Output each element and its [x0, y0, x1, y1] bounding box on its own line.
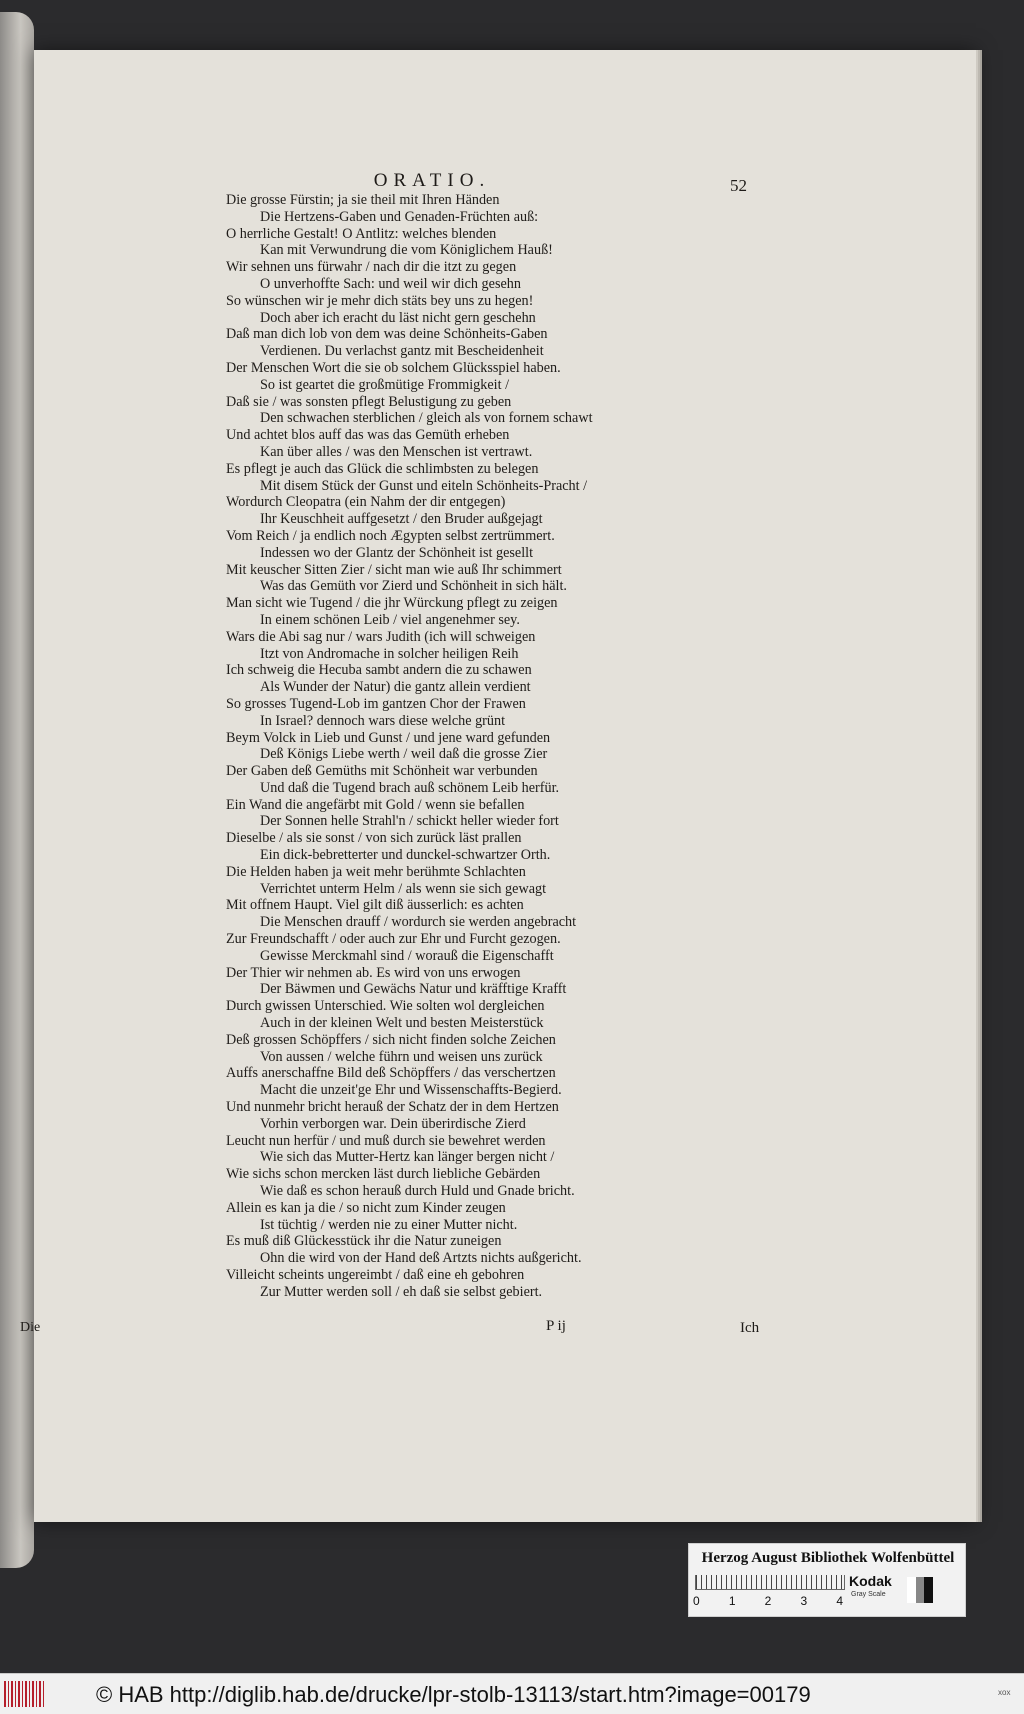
poem-line: Doch aber ich eracht du läst nicht gern geschehn [260, 309, 536, 326]
poem-line: So grosses Tugend-Lob im gantzen Chor der Frawen [226, 695, 526, 712]
poem-line: Auch in der kleinen Welt und besten Meisterstück [260, 1015, 544, 1032]
ruler-number: 2 [764, 1594, 772, 1608]
page-number: 52 [730, 176, 747, 195]
poem-line: Deß Königs Liebe werth / weil daß die grosse Zier [260, 746, 548, 763]
ruler-number: 1 [728, 1594, 736, 1608]
poem-line: Und nunmehr bricht herauß der Schatz der in dem Hertzen [226, 1099, 559, 1116]
poem-line: Daß sie / was sonsten pflegt Belustigung zu geben [226, 393, 512, 410]
poem-line: Leucht nun herfür / und muß durch sie bewehret werden [226, 1132, 546, 1149]
poem-line: Mit offnem Haupt. Viel gilt diß äusserlich: es achten [226, 897, 524, 914]
poem-line: Indessen wo der Glantz der Schönheit ist gesellt [260, 544, 534, 561]
footer-bar [0, 1673, 1024, 1714]
ruler-number: 0 [693, 1594, 700, 1608]
poem-line: Vorhin verborgen war. Dein überirdische Zierd [260, 1115, 526, 1132]
catchword-right: Ich [740, 1320, 760, 1336]
ruler-number: 3 [800, 1594, 808, 1608]
poem-line: Ohn die wird von der Hand deß Artzts nichts außgericht. [260, 1250, 582, 1267]
poem-line: Ein Wand die angefärbt mit Gold / wenn sie befallen [226, 796, 525, 813]
poem-line: Wordurch Cleopatra (ein Nahm der dir entgegen) [226, 494, 506, 511]
poem-line: Der Thier wir nehmen ab. Es wird von uns erwogen [226, 964, 521, 981]
library-name: Herzog August Bibliothek Wolfenbüttel [701, 1550, 955, 1566]
poem-line: Wir sehnen uns fürwahr / nach dir die itzt zu gegen [226, 259, 517, 276]
poem-line: Als Wunder der Natur) die gantz allein verdient [260, 679, 531, 696]
poem-line: So ist geartet die großmütige Frommigkeit / [260, 376, 510, 393]
poem-line: O herrliche Gestalt! O Antlitz: welches blenden [226, 225, 497, 242]
poem-line: Verdienen. Du verlachst gantz mit Bescheidenheit [260, 343, 544, 360]
running-head: ORATIO. [373, 170, 491, 191]
poem-line: Auffs anerschaffne Bild deß Schöpffers / das verschertzen [226, 1065, 556, 1082]
poem-line: O unverhoffte Sach: und weil wir dich gesehn [260, 275, 521, 292]
poem-line: Durch gwissen Unterschied. Wie solten wol dergleichen [226, 998, 545, 1015]
poem-line: Wie daß es schon herauß durch Huld und Gnade bricht. [260, 1183, 575, 1200]
poem-line: Die Menschen drauff / wordurch sie werden angebracht [260, 914, 577, 931]
poem-line: Die grosse Fürstin; ja sie theil mit Ihren Händen [226, 192, 500, 208]
poem-line: Gewisse Merckmahl sind / worauß die Eigenschafft [260, 947, 554, 964]
poem-line: Villeicht scheints ungereimbt / daß eine eh gebohren [226, 1267, 525, 1283]
poem-line: Der Sonnen helle Strahl'n / schickt heller wieder fort [260, 813, 559, 830]
ruler-number: 4 [836, 1594, 843, 1608]
poem-line: Zur Mutter werden soll / eh daß sie selbst gebiert. [260, 1283, 543, 1300]
poem-line: Es pflegt je auch das Glück die schlimbsten zu belegen [226, 460, 539, 477]
poem-line: In Israel? dennoch wars diese welche grünt [260, 712, 506, 729]
source-url[interactable]: © HAB http://diglib.hab.de/drucke/lpr-stolb-13113/start.htm?image=00179 [96, 1682, 811, 1707]
poem-line: So wünschen wir je mehr dich stäts bey uns zu hegen! [226, 292, 534, 309]
poem-line: Wars die Abi sag nur / wars Judith (ich will schweigen [226, 628, 536, 645]
signature-mark: P ij [546, 1318, 566, 1334]
poem-line: Deß grossen Schöpffers / sich nicht finden solche Zeichen [226, 1031, 556, 1048]
catchword-left: Die [20, 1320, 41, 1335]
kodak-logo: Kodak [849, 1573, 892, 1589]
poem-line: Man sicht wie Tugend / die jhr Würckung pflegt zu zeigen [226, 595, 558, 612]
poem-line: Die Hertzens-Gaben und Genaden-Früchten auß: [260, 208, 539, 225]
poem-line: Mit disem Stück der Gunst und eiteln Schönheits-Pracht / [260, 477, 588, 494]
gray-scale-label: Gray Scale [851, 1591, 886, 1598]
poem-line: Wie sichs schon mercken läst durch liebliche Gebärden [226, 1166, 541, 1183]
ruler-numbers [693, 1594, 843, 1608]
poem-line: Was das Gemüth vor Zierd und Schönheit in sich hält. [260, 578, 567, 595]
poem-line: Den schwachen sterblichen / gleich als von fornem schawt [260, 410, 593, 427]
poem-line: In einem schönen Leib / viel angenehmer sey. [260, 611, 520, 628]
poem-line: Kan über alles / was den Menschen ist vertrawt. [260, 443, 533, 460]
poem-line: Es muß diß Glückesstück ihr die Natur zuneigen [226, 1233, 502, 1250]
poem-line: Ihr Keuschheit auffgesetzt / den Bruder außgejagt [260, 511, 543, 528]
poem-line: Wie sich das Mutter-Hertz kan länger bergen nicht / [260, 1149, 555, 1166]
poem-line: Daß man dich lob von dem was deine Schönheits-Gaben [226, 326, 548, 343]
poem-text [226, 192, 696, 1301]
poem-line: Der Bäwmen und Gewächs Natur und kräfftige Krafft [260, 981, 567, 998]
poem-line: Ist tüchtig / werden nie zu einer Mutter nicht. [260, 1216, 518, 1233]
poem-line: Beym Volck in Lieb und Gunst / und jene ward gefunden [226, 729, 551, 746]
poem-line: Und daß die Tugend brach auß schönem Leib herfür. [260, 779, 560, 796]
poem-line: Allein es kan ja die / so nicht zum Kinder zeugen [226, 1199, 506, 1216]
gray-swatches [907, 1577, 933, 1603]
poem-line: Die Helden haben ja weit mehr berühmte Schlachten [226, 863, 526, 880]
poem-line: Von aussen / welche führn und weisen uns zurück [260, 1048, 543, 1065]
color-card [688, 1543, 966, 1617]
ruler-scale [695, 1575, 845, 1590]
poem-line: Dieselbe / als sie sonst / von sich zurück läst prallen [226, 830, 522, 847]
poem-line: Und achtet blos auff das was das Gemüth erheben [226, 427, 510, 444]
poem-line: Ein dick-bebretterter und dunckel-schwartzer Orth. [260, 847, 551, 864]
poem-line: Der Gaben deß Gemüths mit Schönheit war verbunden [226, 763, 538, 780]
poem-line: Mit keuscher Sitten Zier / sicht man wie auß Ihr schimmert [226, 561, 562, 578]
poem-line: Zur Freundschafft / oder auch zur Ehr und Furcht gezogen. [226, 931, 561, 948]
poem-line: Vom Reich / ja endlich noch Ægypten selbst zertrümmert. [226, 527, 555, 544]
poem-line: Itzt von Andromache in solcher heiligen Reih [260, 645, 519, 662]
poem-line: Ich schweig die Hecuba sambt andern die zu schawen [226, 662, 532, 679]
poem-line: Verrichtet unterm Helm / als wenn sie sich gewagt [260, 880, 547, 897]
poem-line: Macht die unzeit'ge Ehr und Wissenschaffts-Begierd. [260, 1082, 562, 1099]
hab-logo-icon [4, 1681, 46, 1707]
poem-line: Kan mit Verwundrung die vom Königlichem Hauß! [260, 242, 553, 259]
footer-mark: xox [998, 1688, 1011, 1697]
poem-line: Der Menschen Wort die sie ob solchem Glücksspiel haben. [226, 359, 561, 376]
